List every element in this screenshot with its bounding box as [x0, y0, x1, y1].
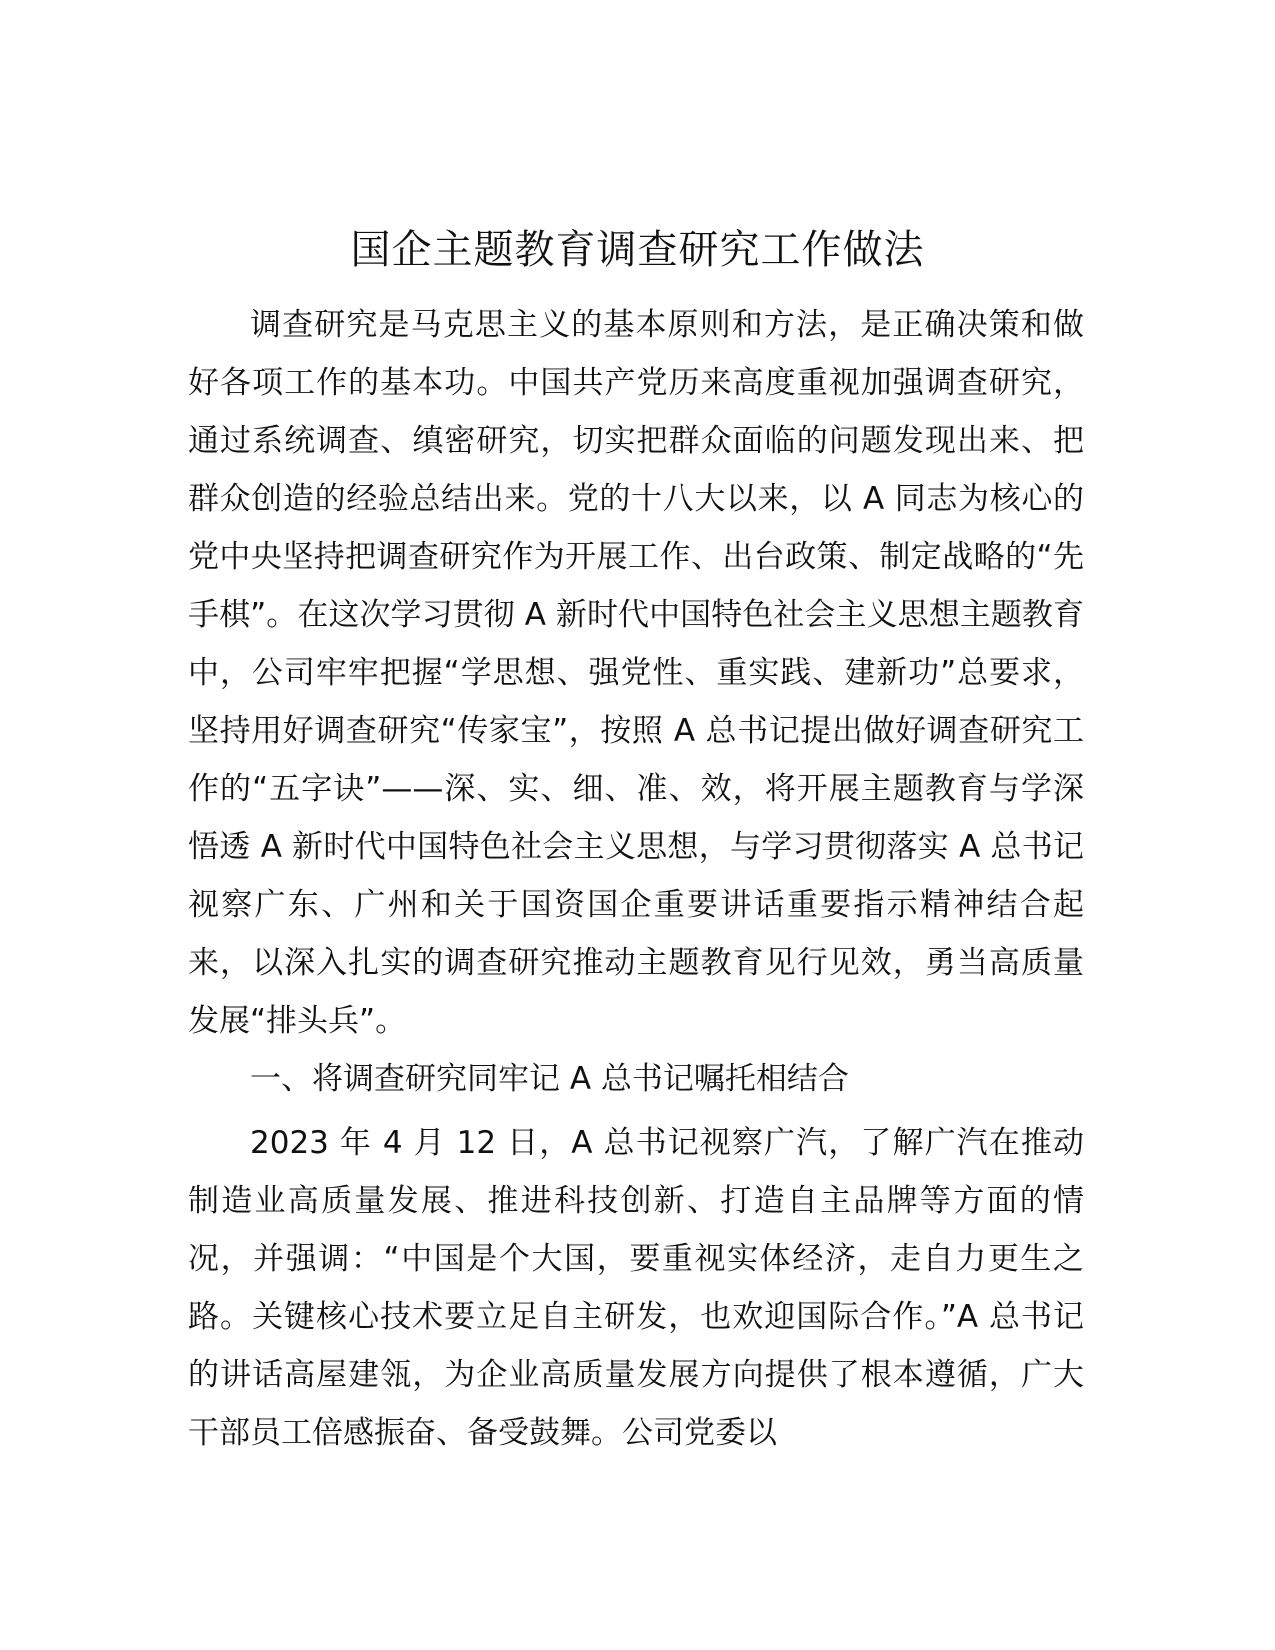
document-title: 国企主题教育调查研究工作做法 [350, 227, 925, 273]
section-heading: 一、将调查研究同牢记 A 总书记嘱托相结合 [250, 1061, 849, 1097]
section-paragraph: 2023 年 4 月 12 日，A 总书记视察广汽，了解广汽在推动制造业高质量发展、推进科技创新、打造自主品牌等方面的情况，并强调：“中国是个大国，要重视实体经济，走自力更生之路。关键核心技术要立足自主研发，也欢迎国际合作。”A 总书记的讲话高屋建瓴，为企业高质量发展方向提供了根本遵循，广大干部员工倍感振奋、备受鼓舞。公司党委以 [188, 1125, 1084, 1451]
document-body [188, 296, 1084, 1462]
intro-paragraph: 调查研究是马克思主义的基本原则和方法，是正确决策和做好各项工作的基本功。中国共产党历来高度重视加强调查研究，通过系统调查、缜密研究，切实把群众面临的问题发现出来、把群众创造的经验总结出来。党的十八大以来，以 A 同志为核心的党中央坚持把调查研究作为开展工作、出台政策、制定战略的“先手棋”。在这次学习贯彻 A 新时代中国特色社会主义思想主题教育中，公司牢牢把握“学思想、强党性、重实践、建新功”总要求，坚持用好调查研究“传家宝”，按照 A 总书记提出做好调查研究工作的“五字诀”——深、实、细、准、效，将开展主题教育与学深悟透 A 新时代中国特色社会主义思想，与学习贯彻落实 A 总书记视察广东、广州和关于国资国企重要讲话重要指示精神结合起来，以深入扎实的调查研究推动主题教育见行见效，勇当高质量发展“排头兵”。 [188, 307, 1084, 1039]
